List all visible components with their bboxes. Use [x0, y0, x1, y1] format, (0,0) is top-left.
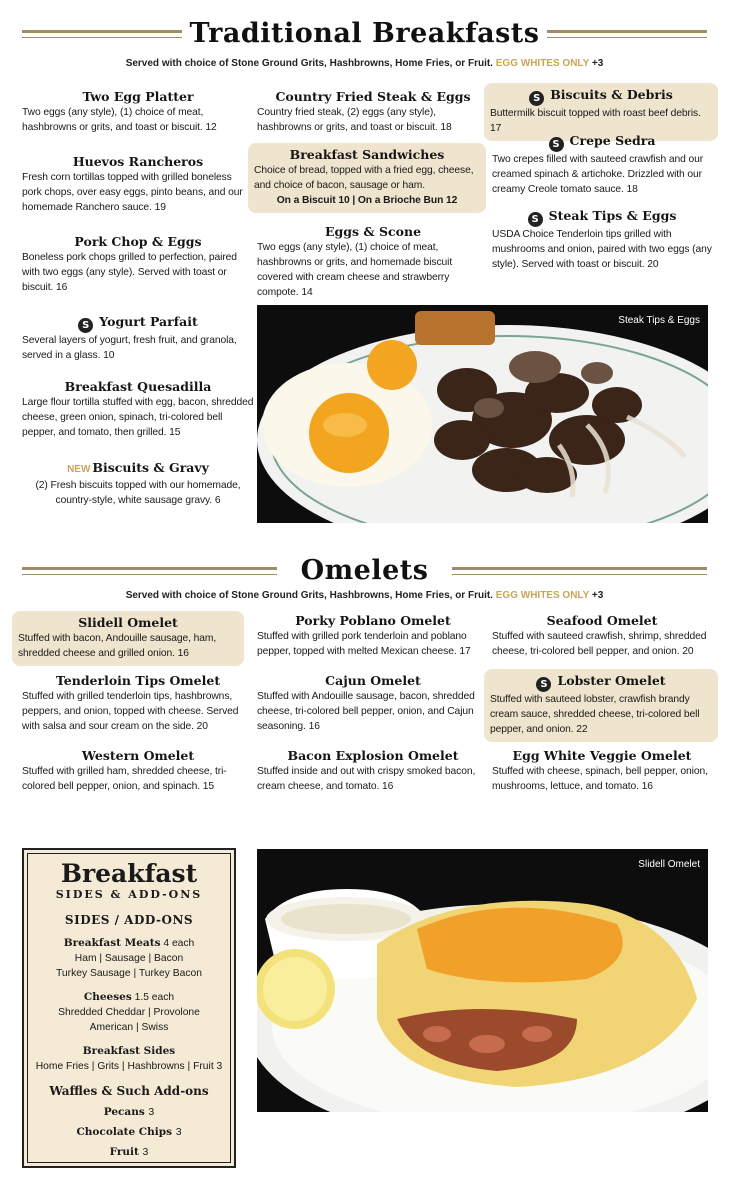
item-name: S Lobster Omelet	[490, 673, 712, 692]
section-header-traditional	[22, 16, 707, 56]
item-desc: Two eggs (any style), (1) choice of meat, hashbrowns or grits, and toast or biscuit. 12	[22, 107, 217, 133]
item-name: Slidell Omelet	[78, 615, 178, 630]
item-name: Two Egg Platter	[82, 89, 194, 104]
photo-steak-tips-eggs	[257, 305, 708, 523]
photo-caption: Steak Tips & Eggs	[618, 315, 700, 326]
item-name: Western Omelet	[81, 748, 195, 763]
item-name: Breakfast Quesadilla	[64, 379, 212, 394]
menu-item-western-omelet	[22, 748, 254, 794]
signature-icon: S	[549, 137, 564, 152]
menu-item-country-fried-steak	[257, 89, 489, 135]
signature-icon: S	[529, 91, 544, 106]
sides-inner-frame	[27, 853, 231, 1163]
item-name: Seafood Omelet	[546, 613, 658, 628]
item-options: On a Biscuit 10 | On a Brioche Bun 12	[276, 195, 458, 206]
waffles-heading: Waffles & Such Add-ons	[49, 1084, 209, 1098]
menu-item-two-egg-platter	[22, 89, 254, 135]
egg-whites-note: EGG WHITES ONLY	[495, 58, 590, 69]
item-name: NEW Biscuits & Gravy	[67, 460, 209, 475]
header-rule-right	[452, 567, 707, 575]
item-desc: Stuffed with bacon, Andouille sausage, ham, shredded cheese and grilled onion. 16	[18, 633, 217, 659]
addon-pecans: Pecans 3	[103, 1106, 155, 1118]
item-desc: Several layers of yogurt, fresh fruit, and granola, served in a glass. 10	[22, 335, 237, 361]
menu-item-slidell-omelet	[12, 611, 244, 666]
section-subtitle: Served with choice of Stone Ground Grits, Hashbrowns, Home Fries, or Fruit. EGG WHITES ONLY +3	[125, 58, 604, 69]
header-rule-right	[547, 30, 707, 38]
menu-item-crepe-sedra	[492, 133, 712, 197]
menu-item-lobster-omelet	[484, 669, 718, 742]
signature-icon: S	[78, 318, 93, 333]
item-desc: Stuffed with sauteed lobster, crawfish brandy cream sauce, shredded cheese, tri-colored bell pepper, and onion. 22	[490, 694, 700, 735]
egg-whites-price: +3	[591, 58, 604, 69]
item-desc: Stuffed with Andouille sausage, bacon, shredded cheese, tri-colored bell pepper, onion, and Cajun seasoning. 16	[257, 691, 475, 732]
item-name: S Crepe Sedra	[492, 133, 712, 152]
item-name: Egg White Veggie Omelet	[512, 748, 692, 763]
menu-item-huevos-rancheros	[22, 154, 254, 215]
signature-icon: S	[536, 677, 551, 692]
item-desc: (2) Fresh biscuits topped with our homemade, country-style, white sausage gravy. 6	[35, 480, 241, 506]
item-desc: Stuffed with cheese, spinach, bell pepper, onion, mushrooms, lettuce, and tomato. 16	[492, 766, 708, 792]
item-name: Pork Chop & Eggs	[74, 234, 202, 249]
item-name: S Biscuits & Debris	[490, 87, 712, 106]
item-desc: Two eggs (any style), (1) choice of meat, hashbrowns or grits, and homemade biscuit covered with cream cheese and strawberry compote. 14	[257, 242, 453, 298]
signature-icon: S	[528, 212, 543, 227]
item-desc: Large flour tortilla stuffed with egg, bacon, shredded cheese, green onion, spinach, tri-colored bell pepper, and tomato, then grilled. 15	[22, 397, 254, 438]
item-desc: Stuffed with grilled pork tenderloin and poblano pepper, topped with melted Mexican cheese. 17	[257, 631, 471, 657]
sides-cheeses: Cheeses 1.5 each Shredded Cheddar | Provolone American | Swiss	[58, 991, 200, 1033]
menu-item-breakfast-sandwiches	[248, 143, 486, 213]
menu-item-steak-tips-eggs	[492, 208, 712, 272]
item-desc: Stuffed with sauteed crawfish, shrimp, shredded cheese, tri-colored bell pepper, and onion. 20	[492, 631, 707, 657]
item-desc: Boneless pork chops grilled to perfection, paired with two eggs (any style). Served with toast or biscuit. 16	[22, 252, 237, 293]
item-name: Huevos Rancheros	[72, 154, 204, 169]
item-desc: Stuffed inside and out with crispy smoked bacon, cream cheese, and tomato. 16	[257, 766, 476, 792]
menu-item-biscuits-gravy	[22, 460, 254, 508]
item-desc: USDA Choice Tenderloin tips grilled with mushrooms and onion, paired with two eggs (any style). Served with toast or biscuit. 20	[492, 229, 712, 270]
item-name: S Steak Tips & Eggs	[492, 208, 712, 227]
item-name: Tenderloin Tips Omelet	[55, 673, 221, 688]
section-title: Omelets	[300, 555, 429, 586]
sides-breakfast-sides: Breakfast Sides Home Fries | Grits | Hashbrowns | Fruit 3	[35, 1045, 223, 1072]
menu-item-cajun-omelet	[257, 673, 489, 734]
item-desc: Fresh corn tortillas topped with grilled boneless pork chops, over easy eggs, pinto beans, and our homemade Ranchero sauce. 19	[22, 172, 243, 213]
section-title: Traditional Breakfasts	[189, 18, 540, 49]
photo-caption: Slidell Omelet	[638, 859, 700, 870]
item-name: Breakfast Sandwiches	[289, 147, 445, 162]
egg-whites-note: EGG WHITES ONLY	[495, 590, 590, 601]
menu-item-yogurt-parfait	[22, 314, 254, 363]
item-name: Porky Poblano Omelet	[295, 613, 451, 628]
item-desc: Country fried steak, (2) eggs (any style), hashbrowns or grits, and toast or biscuit. 18	[257, 107, 452, 133]
item-name: S Yogurt Parfait	[22, 314, 254, 333]
omelet-plate-illustration	[257, 849, 708, 1112]
photo-slidell-omelet	[257, 849, 708, 1112]
item-desc: Stuffed with grilled ham, shredded cheese, tri-colored bell pepper, onion, and spinach. 15	[22, 766, 227, 792]
item-name: Eggs & Scone	[324, 224, 422, 239]
sides-meats: Breakfast Meats 4 each Ham | Sausage | Bacon Turkey Sausage | Turkey Bacon	[56, 937, 202, 979]
egg-whites-price: +3	[591, 590, 604, 601]
section-subtitle: Served with choice of Stone Ground Grits, Hashbrowns, Home Fries, or Fruit. EGG WHITES ONLY +3	[125, 590, 604, 601]
section-header-omelets	[22, 553, 707, 593]
menu-item-seafood-omelet	[492, 613, 712, 659]
item-desc: Stuffed with grilled tenderloin tips, hashbrowns, peppers, and onion, topped with cheese. Served with salsa and sour cream on the side. 20	[22, 691, 239, 732]
item-name: Bacon Explosion Omelet	[287, 748, 459, 763]
menu-item-porky-poblano-omelet	[257, 613, 489, 659]
sides-title: Breakfast	[60, 859, 198, 888]
menu-item-pork-chop-eggs	[22, 234, 254, 295]
addon-chocolate-chips: Chocolate Chips 3	[76, 1126, 182, 1138]
sides-addons-box	[22, 848, 236, 1168]
new-badge: NEW	[67, 464, 91, 475]
menu-item-egg-white-veggie-omelet	[492, 748, 712, 794]
item-desc: Two crepes filled with sauteed crawfish and our creamed spinach & artichoke. Drizzled with our creamy Creole tomato sauce. 18	[492, 154, 704, 195]
item-name: Country Fried Steak & Eggs	[275, 89, 471, 104]
sides-subtitle: SIDES & ADD-ONS	[55, 888, 203, 901]
menu-item-bacon-explosion-omelet	[257, 748, 489, 794]
steak-plate-illustration	[257, 305, 708, 523]
item-desc: Choice of bread, topped with a fried egg, cheese, and choice of bacon, sausage or ham.	[254, 165, 474, 191]
addon-fruit: Fruit 3	[109, 1146, 149, 1158]
item-desc: Buttermilk biscuit topped with roast beef debris. 17	[490, 108, 701, 134]
item-name: Cajun Omelet	[325, 673, 421, 688]
menu-item-breakfast-quesadilla	[22, 379, 254, 440]
menu-item-tenderloin-tips-omelet	[22, 673, 254, 734]
sides-heading: SIDES / ADD-ONS	[64, 913, 194, 927]
menu-item-eggs-scone	[257, 224, 489, 300]
